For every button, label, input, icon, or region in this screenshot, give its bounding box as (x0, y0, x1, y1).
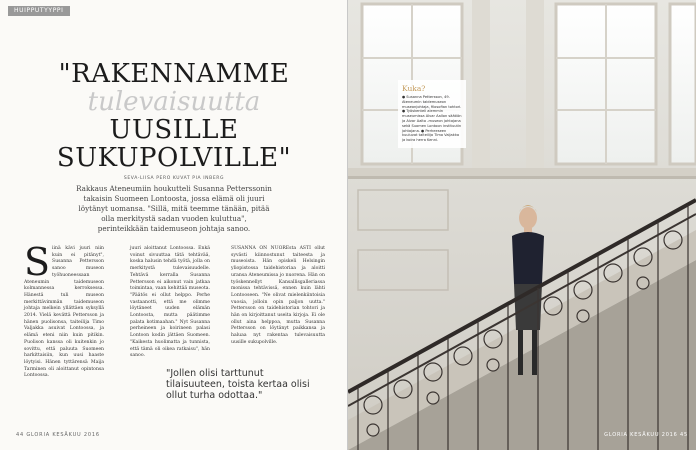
body-column-3 (231, 246, 325, 347)
lead-paragraph: Rakkaus Ateneumiin houkutteli Susanna Petterssonin takaisin Suomeen Lontoosta, jossa elämä oli juuri löytänyt uomansa. "Sillä, mitä teemme tänään, pitää olla merkitystä sadan vuoden kuluttua", perinteikkään taidemuseon johtaja sanoo. (76, 184, 272, 233)
body-text-2: juuri aloittanut Lontoossa. Enkä voinut sivuuttaa tätä tehtävää, koska halusin tehdä työtä, jolla on merkitystä tulevaisuudelle. Tehtävä kerralla Susanna Pettersson ei aikonut vain jatkaa toimintaa, vaan kehittää museota. "Päätös ei ollut helppo. Perhe vastaanotti, että me olimme löytäneet uuden elämän Lontoosta, mutta päätimme palata kotimaahan." Nyt Susanna perheineen ja koirineen palasi Lontoon kodin jättäen Suomeen. "Kaikesta huolimatta ja tunnista, että tämä oli oikea ratkaisu", hän sanoo. (130, 246, 210, 359)
page-footer-left: 44 GLORIA KESÄKUU 2016 (16, 432, 100, 438)
museum-staircase-photo (348, 0, 696, 450)
headline-line-2: tulevaisuutta (87, 87, 261, 117)
headline (0, 60, 348, 172)
drop-cap: S (24, 240, 51, 284)
info-box-text: ● Susanna Pettersson, 49. Ateneumin taidemuseon museonjohtaja, filosofian tohtori. ● Työskenteli aiemmin museumissa Alvar Aallon säätiön ja Alvar Aalto -museon johtajana sekä Suomen Lontoon instituutin johtajana. ● Perheeseen kuuluvat taiteilija Timo Valjakka ja koira herra Kenni. (402, 95, 462, 143)
section-tag: HUIPPUTYYPPI (8, 6, 70, 16)
page-footer-right: GLORIA KESÄKUU 2016 45 (604, 432, 688, 438)
headline-line-3: UUSILLE (109, 115, 239, 145)
body-text-1: iinä kävi juuri niin kuin ei pitänyt", Susanna Pettersson sanoo museon työhuoneessaan Ateneumin taidemuseon kolmannessa kerroksessa. Hänestä tuli museon merkittävimmän taidemuseon johtaja melkein yllättäen syksyllä 2014. Vielä kevättä Pettersson ja hänen puolisonsa, taiteilija Timo Valjakka asuivat Lontoossa, ja elämä eteni niin kuin pitikin. Puolison kanssa oli kuitenkin jo sovittu, että paluuta Suomeen harkittaisiin, kun uusi haaste löytyisi. Hänen tyttärensä Maija Tarminen oli aloittanut opintonsa Lontoossa. (24, 246, 104, 379)
byline: SEVA-LIISA PERO KUVAT PIA INBERG (123, 176, 225, 181)
headline-line-4: SUKUPOLVILLE" (56, 143, 292, 173)
body-column-2 (130, 246, 210, 360)
body-column-1 (24, 240, 104, 380)
pull-quote: "Jollen olisi tarttunut tilaisuuteen, toista kertaa olisi ollut turha odottaa." (166, 368, 310, 401)
headline-line-1: "RAKENNAMME (58, 59, 290, 89)
right-page-photo (348, 0, 696, 450)
body-text-3: SUSANNA ON NUOREsta ASTI ollut syvästi kiinnostunut taiteesta ja museoista. Hän opiskeli Helsingin yliopistossa taidehistoriaa ja aloitti uransa Ateneumissa jo nuorena. Hän on työskennellyt Kansallisgalleriassa monissa tehtävissä, ennen kuin lähti Lontooseen. "Ne olivat mielenkiintoisia vuosia, jolloin opin paljon uutta." Pettersson on taidehistorian tohtori ja hän on kirjoittanut useita kirjoja. Ei ole ollut aina helppoa, mutta Susanna Pettersson on löytänyt paikkansa ja haluaa nyt rakentaa tulevaisuutta uusille sukupolville. (231, 246, 325, 345)
info-box (398, 80, 466, 148)
info-box-title: Kuka? (402, 84, 426, 93)
